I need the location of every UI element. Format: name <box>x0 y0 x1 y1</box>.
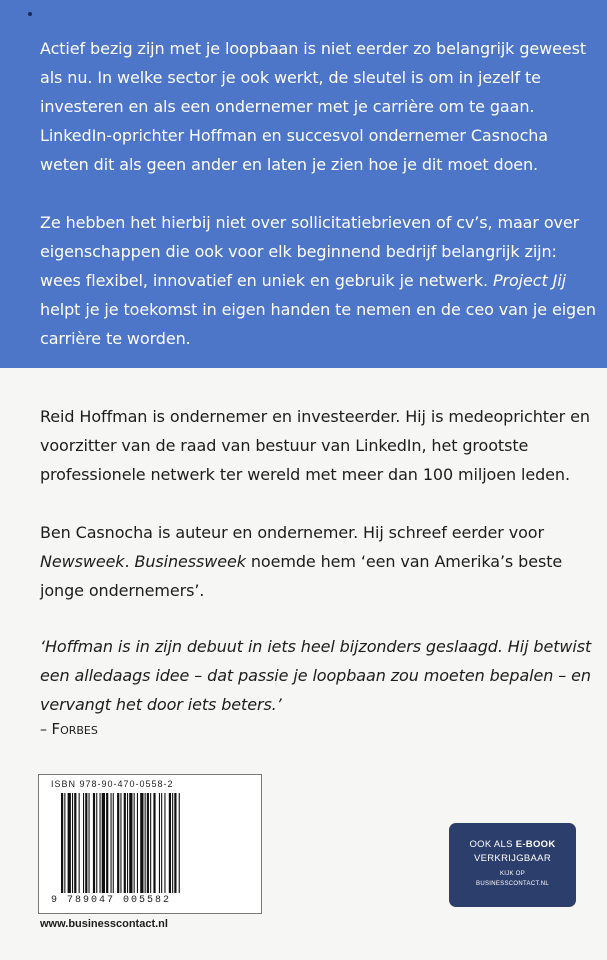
barcode-bar <box>172 793 173 893</box>
barcode-bar <box>111 793 112 893</box>
blurb-paragraph-2 <box>40 208 600 353</box>
barcode-bar <box>100 793 101 893</box>
barcode-bars <box>61 793 251 893</box>
barcode-bar <box>83 793 84 893</box>
decorative-dot <box>28 12 32 16</box>
quote-source <box>40 718 98 741</box>
barcode-bar <box>140 793 143 893</box>
barcode-bar <box>79 793 80 893</box>
barcode-bar <box>96 793 97 893</box>
quote-source-name: Forbes <box>51 720 98 738</box>
blurb-paragraph-1: Actief bezig zijn met je loopbaan is niet eerder zo belangrijk geweest als nu. In welke sector je ook werkt, de sleutel is om in jezelf te investeren en als een ondernemer met je carrière om te gaan. LinkedIn-oprichter Hoffman en succesvol ondernemer Casnocha weten dit als geen ander en laten je zien hoe je dit moet doen. <box>40 39 587 174</box>
barcode-bar <box>127 793 128 893</box>
barcode-bar <box>137 793 138 893</box>
ebook-line-4: BUSINESSCONTACT.NL <box>476 881 549 887</box>
blurb-p2-text: Ze hebben het hierbij niet over sollicitatiebrieven of cv’s, maar over eigenschappen die ook voor elk beginnend bedrijf belangrijk zijn: wees flexibel, innovatief en uniek en gebruik je netwerk. <box>40 213 580 290</box>
book-title: Project Jij <box>492 271 566 290</box>
barcode-bar <box>85 793 87 893</box>
newsweek-title: Newsweek <box>40 552 125 571</box>
quote-dash: – <box>40 722 52 738</box>
blurb-p2-end: helpt je je toekomst in eigen handen te nemen en de ceo van je eigen carrière te worden. <box>40 300 596 348</box>
barcode-bar <box>89 793 90 893</box>
barcode <box>38 774 262 914</box>
ebook-line-3: KIJK OP <box>499 871 526 877</box>
barcode-bar <box>64 793 65 893</box>
ebook-line-2: VERKRIJGBAAR <box>474 853 551 864</box>
barcode-bar <box>72 793 73 893</box>
bio-casnocha-end: noemde hem ‘een van Amerika’s beste jonge ondernemers’. <box>40 552 563 600</box>
barcode-bar <box>159 793 160 893</box>
publisher-website: www.businesscontact.nl <box>40 918 168 930</box>
barcode-bar <box>161 793 162 893</box>
barcode-bar <box>61 793 63 893</box>
barcode-bar <box>169 793 171 893</box>
barcode-bar <box>68 793 71 893</box>
barcode-bar <box>174 793 176 893</box>
ebook-prefix: OOK ALS <box>469 839 516 850</box>
barcode-bar <box>124 793 126 893</box>
barcode-bar <box>117 793 119 893</box>
barcode-bar <box>179 793 180 893</box>
ebook-bold: E-BOOK <box>515 839 556 850</box>
barcode-bar <box>74 793 76 893</box>
ebook-line-1 <box>449 839 576 850</box>
isbn-label: ISBN 978-90-470-0558-2 <box>51 779 174 789</box>
barcode-bar <box>93 793 95 893</box>
barcode-bar <box>150 793 151 893</box>
bio-casnocha-start: Ben Casnocha is auteur en ondernemer. Hij schreef eerder voor <box>40 523 544 542</box>
bio-casnocha-mid: . <box>124 552 135 571</box>
barcode-bar <box>134 793 135 893</box>
businessweek-title: Businessweek <box>134 552 246 571</box>
review-quote: ‘Hoffman is in zijn debuut in iets heel bijzonders geslaagd. Hij betwist een alledaags idee – dat passie je loopbaan zou moeten bepalen – en vervangt het door iets beters.’ <box>40 637 592 714</box>
barcode-number: 9 789047 005582 <box>51 895 172 906</box>
barcode-bar <box>113 793 114 893</box>
barcode-bar <box>147 793 149 893</box>
bio-casnocha <box>40 518 605 605</box>
blurb-panel <box>0 0 607 368</box>
barcode-bar <box>129 793 132 893</box>
bio-hoffman: Reid Hoffman is ondernemer en investeerder. Hij is medeoprichter en voorzitter van de raad van bestuur van LinkedIn, het grootste professionele netwerk ter wereld met meer dan 100 miljoen leden. <box>40 407 590 484</box>
barcode-bar <box>164 793 165 893</box>
barcode-bar <box>153 793 155 893</box>
ebook-badge <box>449 823 576 907</box>
barcode-bar <box>106 793 108 893</box>
barcode-bar <box>120 793 121 893</box>
barcode-bar <box>145 793 146 893</box>
barcode-bar <box>102 793 105 893</box>
